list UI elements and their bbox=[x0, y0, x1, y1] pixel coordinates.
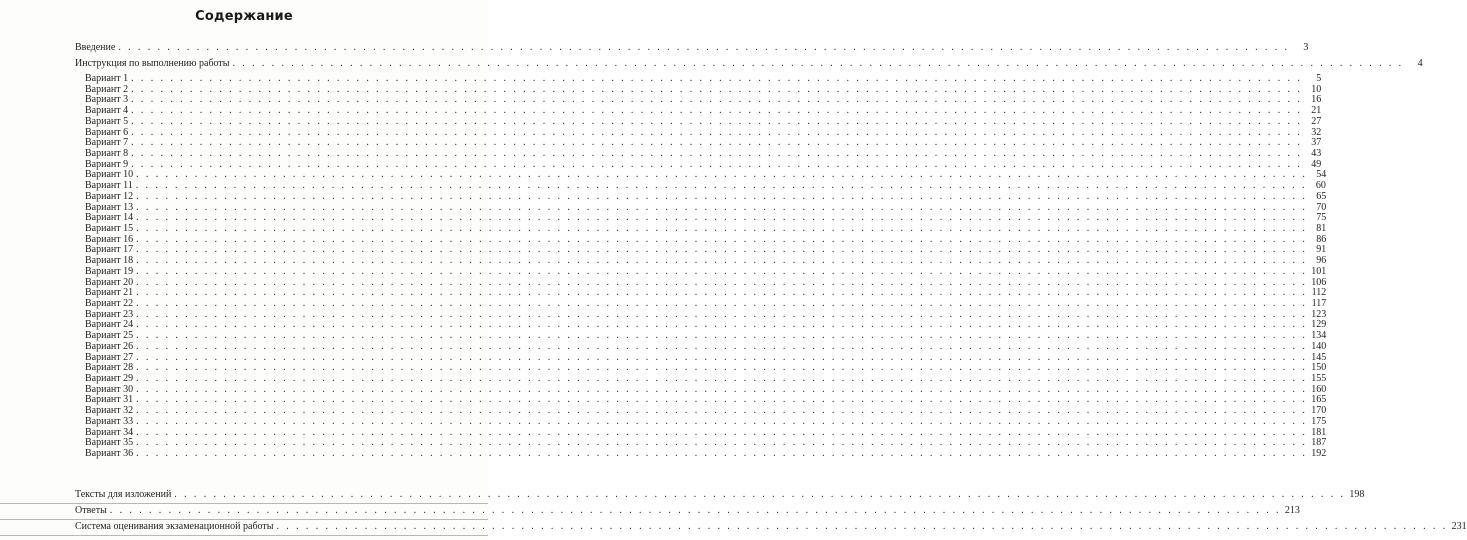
toc-entry-variant bbox=[85, 148, 1322, 159]
toc-entry-page-number: 3 bbox=[1303, 42, 1309, 53]
toc-entry-page-number: 27 bbox=[1311, 116, 1322, 127]
toc-entry-label: Тексты для изложений bbox=[75, 489, 172, 500]
toc-entry-page-number: 81 bbox=[1316, 223, 1327, 234]
toc-entry bbox=[75, 521, 1467, 532]
dot-leader: . . . . . . . . . . . . . . . . . . . . . . . . . . . . . . . . . . . . . . . . . . . . . . . . . . . . . . . . . . . . . . . . . . . . . . . . . . . . . . . . . . . . . . . . . . . . . . . . . . . . . . . . . . . . . . . . . . . . . . . . bbox=[131, 84, 1303, 95]
toc-entry-label: Вариант 33 bbox=[85, 416, 134, 427]
toc-entry-label: Вариант 17 bbox=[85, 244, 134, 255]
toc-entry-label: Вариант 3 bbox=[85, 94, 129, 105]
toc-entry-label: Вариант 8 bbox=[85, 148, 129, 159]
toc-entry-variant bbox=[85, 180, 1326, 191]
dot-leader: . . . . . . . . . . . . . . . . . . . . . . . . . . . . . . . . . . . . . . . . . . . . . . . . . . . . . . . . . . . . . . . . . . . . . . . . . . . . . . . . . . . . . . . . . . . . . . . . . . . . . . . . . . . . . . . . . . . . . . . . bbox=[136, 373, 1308, 384]
dot-leader: . . . . . . . . . . . . . . . . . . . . . . . . . . . . . . . . . . . . . . . . . . . . . . . . . . . . . . . . . . . . . . . . . . . . . . . . . . . . . . . . . . . . . . . . . . . . . . . . . . . . . . . . . . . . . . . . . . . . . . . . bbox=[136, 384, 1308, 395]
toc-entry-page-number: 37 bbox=[1311, 137, 1322, 148]
toc-entry-page-number: 150 bbox=[1311, 362, 1327, 373]
toc-entry-label: Ответы bbox=[75, 505, 107, 516]
toc-entry-page-number: 187 bbox=[1311, 437, 1327, 448]
dot-leader: . . . . . . . . . . . . . . . . . . . . . . . . . . . . . . . . . . . . . . . . . . . . . . . . . . . . . . . . . . . . . . . . . . . . . . . . . . . . . . . . . . . . . . . . . . . . . . . . . . . . . . . . . . . . . . . . . . . . . . . . bbox=[135, 180, 1307, 191]
dot-leader: . . . . . . . . . . . . . . . . . . . . . . . . . . . . . . . . . . . . . . . . . . . . . . . . . . . . . . . . . . . . . . . . . . . . . . . . . . . . . . . . . . . . . . . . . . . . . . . . . . . . . . . . . . . . . . . . . . . . . . . . bbox=[136, 287, 1308, 298]
dot-leader: . . . . . . . . . . . . . . . . . . . . . . . . . . . . . . . . . . . . . . . . . . . . . . . . . . . . . . . . . . . . . . . . . . . . . . . . . . . . . . . . . . . . . . . . . . . . . . . . . . . . . . . . . . . . . . . . . . . . . . . . bbox=[136, 352, 1308, 363]
toc-entry-page-number: 160 bbox=[1311, 384, 1327, 395]
toc-entry-variant bbox=[85, 437, 1327, 448]
toc-entry-page-number: 96 bbox=[1316, 255, 1327, 266]
toc-entry-label: Вариант 24 bbox=[85, 319, 134, 330]
dot-leader: . . . . . . . . . . . . . . . . . . . . . . . . . . . . . . . . . . . . . . . . . . . . . . . . . . . . . . . . . . . . . . . . . . . . . . . . . . . . . . . . . . . . . . . . . . . . . . . . . . . . . . . . . . . . . . . . . . . . . . . . bbox=[136, 330, 1308, 341]
toc-entry-page-number: 123 bbox=[1311, 309, 1327, 320]
dot-leader: . . . . . . . . . . . . . . . . . . . . . . . . . . . . . . . . . . . . . . . . . . . . . . . . . . . . . . . . . . . . . . . . . . . . . . . . . . . . . . . . . . . . . . . . . . . . . . . . . . . . . . . . . . . . . . . . . . . . . . . . bbox=[118, 42, 1290, 53]
dot-leader: . . . . . . . . . . . . . . . . . . . . . . . . . . . . . . . . . . . . . . . . . . . . . . . . . . . . . . . . . . . . . . . . . . . . . . . . . . . . . . . . . . . . . . . . . . . . . . . . . . . . . . . . . . . . . . . . . . . . . . . . bbox=[131, 137, 1303, 148]
dot-leader: . . . . . . . . . . . . . . . . . . . . . . . . . . . . . . . . . . . . . . . . . . . . . . . . . . . . . . . . . . . . . . . . . . . . . . . . . . . . . . . . . . . . . . . . . . . . . . . . . . . . . . . . . . . . . . . . . . . . . . . . bbox=[131, 127, 1303, 138]
toc-entry-page-number: 175 bbox=[1311, 416, 1327, 427]
toc-entry bbox=[75, 42, 1309, 53]
toc-entry-label: Вариант 35 bbox=[85, 437, 134, 448]
toc-entry-label: Вариант 5 bbox=[85, 116, 129, 127]
toc-entry-variant bbox=[85, 373, 1327, 384]
dot-leader: . . . . . . . . . . . . . . . . . . . . . . . . . . . . . . . . . . . . . . . . . . . . . . . . . . . . . . . . . . . . . . . . . . . . . . . . . . . . . . . . . . . . . . . . . . . . . . . . . . . . . . . . . . . . . . . . . . . . . . . . bbox=[136, 405, 1308, 416]
dot-leader: . . . . . . . . . . . . . . . . . . . . . . . . . . . . . . . . . . . . . . . . . . . . . . . . . . . . . . . . . . . . . . . . . . . . . . . . . . . . . . . . . . . . . . . . . . . . . . . . . . . . . . . . . . . . . . . . . . . . . . . . bbox=[109, 505, 1281, 516]
toc-entry-label: Вариант 15 bbox=[85, 223, 134, 234]
toc-entry-label: Вариант 32 bbox=[85, 405, 134, 416]
dot-leader: . . . . . . . . . . . . . . . . . . . . . . . . . . . . . . . . . . . . . . . . . . . . . . . . . . . . . . . . . . . . . . . . . . . . . . . . . . . . . . . . . . . . . . . . . . . . . . . . . . . . . . . . . . . . . . . . . . . . . . . . bbox=[136, 223, 1308, 234]
toc-entry-label: Вариант 19 bbox=[85, 266, 134, 277]
toc-entry-variant bbox=[85, 169, 1327, 180]
toc-entry-page-number: 140 bbox=[1311, 341, 1327, 352]
toc-entry-page-number: 43 bbox=[1311, 148, 1322, 159]
toc-entry-page-number: 32 bbox=[1311, 127, 1322, 138]
toc-entry-label: Вариант 10 bbox=[85, 169, 134, 180]
toc-entry-variant bbox=[85, 405, 1327, 416]
dot-leader: . . . . . . . . . . . . . . . . . . . . . . . . . . . . . . . . . . . . . . . . . . . . . . . . . . . . . . . . . . . . . . . . . . . . . . . . . . . . . . . . . . . . . . . . . . . . . . . . . . . . . . . . . . . . . . . . . . . . . . . . bbox=[136, 319, 1308, 330]
dot-leader: . . . . . . . . . . . . . . . . . . . . . . . . . . . . . . . . . . . . . . . . . . . . . . . . . . . . . . . . . . . . . . . . . . . . . . . . . . . . . . . . . . . . . . . . . . . . . . . . . . . . . . . . . . . . . . . . . . . . . . . . bbox=[136, 362, 1308, 373]
dot-leader: . . . . . . . . . . . . . . . . . . . . . . . . . . . . . . . . . . . . . . . . . . . . . . . . . . . . . . . . . . . . . . . . . . . . . . . . . . . . . . . . . . . . . . . . . . . . . . . . . . . . . . . . . . . . . . . . . . . . . . . . bbox=[136, 448, 1308, 459]
toc-entry-variant bbox=[85, 330, 1327, 341]
dot-leader: . . . . . . . . . . . . . . . . . . . . . . . . . . . . . . . . . . . . . . . . . . . . . . . . . . . . . . . . . . . . . . . . . . . . . . . . . . . . . . . . . . . . . . . . . . . . . . . . . . . . . . . . . . . . . . . . . . . . . . . . bbox=[136, 298, 1308, 309]
dot-leader: . . . . . . . . . . . . . . . . . . . . . . . . . . . . . . . . . . . . . . . . . . . . . . . . . . . . . . . . . . . . . . . . . . . . . . . . . . . . . . . . . . . . . . . . . . . . . . . . . . . . . . . . . . . . . . . . . . . . . . . . bbox=[136, 266, 1308, 277]
dot-leader: . . . . . . . . . . . . . . . . . . . . . . . . . . . . . . . . . . . . . . . . . . . . . . . . . . . . . . . . . . . . . . . . . . . . . . . . . . . . . . . . . . . . . . . . . . . . . . . . . . . . . . . . . . . . . . . . . . . . . . . . bbox=[136, 394, 1308, 405]
toc-entry-label: Вариант 22 bbox=[85, 298, 134, 309]
toc-entry-variant bbox=[85, 244, 1327, 255]
toc-entry-label: Вариант 9 bbox=[85, 159, 129, 170]
section-divider bbox=[0, 519, 488, 520]
toc-entry-page-number: 60 bbox=[1315, 180, 1326, 191]
toc-entry-page-number: 192 bbox=[1311, 448, 1327, 459]
toc-entry-label: Вариант 34 bbox=[85, 427, 134, 438]
toc-entry-label: Вариант 7 bbox=[85, 137, 129, 148]
toc-entry-variant bbox=[85, 266, 1327, 277]
toc-entry-page-number: 155 bbox=[1311, 373, 1327, 384]
toc-entry-page-number: 21 bbox=[1311, 105, 1322, 116]
dot-leader: . . . . . . . . . . . . . . . . . . . . . . . . . . . . . . . . . . . . . . . . . . . . . . . . . . . . . . . . . . . . . . . . . . . . . . . . . . . . . . . . . . . . . . . . . . . . . . . . . . . . . . . . . . . . . . . . . . . . . . . . bbox=[136, 234, 1308, 245]
dot-leader: . . . . . . . . . . . . . . . . . . . . . . . . . . . . . . . . . . . . . . . . . . . . . . . . . . . . . . . . . . . . . . . . . . . . . . . . . . . . . . . . . . . . . . . . . . . . . . . . . . . . . . . . . . . . . . . . . . . . . . . . bbox=[136, 255, 1308, 266]
toc-entry-label: Вариант 23 bbox=[85, 309, 134, 320]
toc-entry-variant bbox=[85, 362, 1327, 373]
dot-leader: . . . . . . . . . . . . . . . . . . . . . . . . . . . . . . . . . . . . . . . . . . . . . . . . . . . . . . . . . . . . . . . . . . . . . . . . . . . . . . . . . . . . . . . . . . . . . . . . . . . . . . . . . . . . . . . . . . . . . . . . bbox=[131, 148, 1303, 159]
toc-entry-label: Вариант 4 bbox=[85, 105, 129, 116]
toc-entry-label: Вариант 12 bbox=[85, 191, 134, 202]
toc-entry-label: Вариант 11 bbox=[85, 180, 133, 191]
toc-entry-variant bbox=[85, 73, 1322, 84]
toc-entry-page-number: 16 bbox=[1311, 94, 1322, 105]
toc-entry-label: Вариант 21 bbox=[85, 287, 134, 298]
toc-entry-page-number: 165 bbox=[1311, 394, 1327, 405]
toc-entry-page-number: 4 bbox=[1417, 58, 1423, 69]
toc-entry-variant bbox=[85, 94, 1322, 105]
toc-entry-label: Вариант 18 bbox=[85, 255, 134, 266]
dot-leader: . . . . . . . . . . . . . . . . . . . . . . . . . . . . . . . . . . . . . . . . . . . . . . . . . . . . . . . . . . . . . . . . . . . . . . . . . . . . . . . . . . . . . . . . . . . . . . . . . . . . . . . . . . . . . . . . . . . . . . . . bbox=[136, 191, 1308, 202]
toc-entry-label: Вариант 14 bbox=[85, 212, 134, 223]
toc-entry-page-number: 231 bbox=[1451, 521, 1467, 532]
toc-entry-label: Вариант 6 bbox=[85, 127, 129, 138]
toc-entry-label: Вариант 25 bbox=[85, 330, 134, 341]
dot-leader: . . . . . . . . . . . . . . . . . . . . . . . . . . . . . . . . . . . . . . . . . . . . . . . . . . . . . . . . . . . . . . . . . . . . . . . . . . . . . . . . . . . . . . . . . . . . . . . . . . . . . . . . . . . . . . . . . . . . . . . . bbox=[131, 159, 1303, 170]
toc-entry-page-number: 5 bbox=[1316, 73, 1322, 84]
dot-leader: . . . . . . . . . . . . . . . . . . . . . . . . . . . . . . . . . . . . . . . . . . . . . . . . . . . . . . . . . . . . . . . . . . . . . . . . . . . . . . . . . . . . . . . . . . . . . . . . . . . . . . . . . . . . . . . . . . . . . . . . bbox=[232, 58, 1404, 69]
dot-leader: . . . . . . . . . . . . . . . . . . . . . . . . . . . . . . . . . . . . . . . . . . . . . . . . . . . . . . . . . . . . . . . . . . . . . . . . . . . . . . . . . . . . . . . . . . . . . . . . . . . . . . . . . . . . . . . . . . . . . . . . bbox=[136, 277, 1308, 288]
toc-entry-page-number: 134 bbox=[1311, 330, 1327, 341]
toc-entry-label: Вариант 31 bbox=[85, 394, 134, 405]
toc-entry-page-number: 117 bbox=[1311, 298, 1327, 309]
toc-entry-page-number: 170 bbox=[1311, 405, 1327, 416]
toc-entry-variant bbox=[85, 319, 1327, 330]
toc-entry-page-number: 101 bbox=[1311, 266, 1327, 277]
toc-entry-label: Вариант 16 bbox=[85, 234, 134, 245]
toc-entry-label: Вариант 28 bbox=[85, 362, 134, 373]
toc-entry-variant bbox=[85, 212, 1327, 223]
toc-entry-variant bbox=[85, 416, 1327, 427]
section-divider bbox=[0, 503, 488, 504]
toc-entry-page-number: 65 bbox=[1316, 191, 1327, 202]
toc-entry-variant bbox=[85, 255, 1327, 266]
section-divider bbox=[0, 535, 488, 536]
toc-entry-page-number: 75 bbox=[1316, 212, 1327, 223]
toc-entry-variant bbox=[85, 223, 1327, 234]
toc-entry-page-number: 70 bbox=[1316, 202, 1327, 213]
dot-leader: . . . . . . . . . . . . . . . . . . . . . . . . . . . . . . . . . . . . . . . . . . . . . . . . . . . . . . . . . . . . . . . . . . . . . . . . . . . . . . . . . . . . . . . . . . . . . . . . . . . . . . . . . . . . . . . . . . . . . . . . bbox=[136, 437, 1308, 448]
toc-entry-page-number: 129 bbox=[1311, 319, 1327, 330]
toc-entry-page-number: 213 bbox=[1284, 505, 1300, 516]
dot-leader: . . . . . . . . . . . . . . . . . . . . . . . . . . . . . . . . . . . . . . . . . . . . . . . . . . . . . . . . . . . . . . . . . . . . . . . . . . . . . . . . . . . . . . . . . . . . . . . . . . . . . . . . . . . . . . . . . . . . . . . . bbox=[136, 416, 1308, 427]
toc-entry-page-number: 106 bbox=[1311, 277, 1327, 288]
toc-entry-variant bbox=[85, 116, 1322, 127]
toc-entry-page-number: 54 bbox=[1316, 169, 1327, 180]
toc-entry bbox=[75, 505, 1300, 516]
toc-entry-label: Вариант 2 bbox=[85, 84, 129, 95]
toc-entry-label: Система оценивания экзаменационной работы bbox=[75, 521, 274, 532]
toc-entry-page-number: 145 bbox=[1311, 352, 1327, 363]
dot-leader: . . . . . . . . . . . . . . . . . . . . . . . . . . . . . . . . . . . . . . . . . . . . . . . . . . . . . . . . . . . . . . . . . . . . . . . . . . . . . . . . . . . . . . . . . . . . . . . . . . . . . . . . . . . . . . . . . . . . . . . . bbox=[131, 94, 1303, 105]
toc-entry-label: Вариант 13 bbox=[85, 202, 134, 213]
dot-leader: . . . . . . . . . . . . . . . . . . . . . . . . . . . . . . . . . . . . . . . . . . . . . . . . . . . . . . . . . . . . . . . . . . . . . . . . . . . . . . . . . . . . . . . . . . . . . . . . . . . . . . . . . . . . . . . . . . . . . . . . bbox=[276, 521, 1448, 532]
toc-entry-label: Инструкция по выполнению работы bbox=[75, 58, 230, 69]
toc-entry-variant bbox=[85, 298, 1327, 309]
toc-entry-label: Вариант 1 bbox=[85, 73, 129, 84]
toc-entry bbox=[75, 58, 1423, 69]
dot-leader: . . . . . . . . . . . . . . . . . . . . . . . . . . . . . . . . . . . . . . . . . . . . . . . . . . . . . . . . . . . . . . . . . . . . . . . . . . . . . . . . . . . . . . . . . . . . . . . . . . . . . . . . . . . . . . . . . . . . . . . . bbox=[136, 202, 1308, 213]
toc-entry-label: Вариант 29 bbox=[85, 373, 134, 384]
toc-entry-page-number: 86 bbox=[1316, 234, 1327, 245]
toc-entry-page-number: 10 bbox=[1311, 84, 1322, 95]
toc-entry-page-number: 112 bbox=[1311, 287, 1327, 298]
toc-entry-variant bbox=[85, 394, 1327, 405]
toc-entry-variant bbox=[85, 448, 1327, 459]
toc-entry-label: Вариант 27 bbox=[85, 352, 134, 363]
dot-leader: . . . . . . . . . . . . . . . . . . . . . . . . . . . . . . . . . . . . . . . . . . . . . . . . . . . . . . . . . . . . . . . . . . . . . . . . . . . . . . . . . . . . . . . . . . . . . . . . . . . . . . . . . . . . . . . . . . . . . . . . bbox=[136, 212, 1308, 223]
dot-leader: . . . . . . . . . . . . . . . . . . . . . . . . . . . . . . . . . . . . . . . . . . . . . . . . . . . . . . . . . . . . . . . . . . . . . . . . . . . . . . . . . . . . . . . . . . . . . . . . . . . . . . . . . . . . . . . . . . . . . . . . bbox=[136, 341, 1308, 352]
toc-entry-label: Введение bbox=[75, 42, 116, 53]
toc-entry-label: Вариант 20 bbox=[85, 277, 134, 288]
toc-entry-variant bbox=[85, 137, 1322, 148]
toc-entry-page-number: 49 bbox=[1311, 159, 1322, 170]
toc-entry-variant bbox=[85, 191, 1327, 202]
toc-entry bbox=[75, 489, 1365, 500]
toc-entry-variant bbox=[85, 341, 1327, 352]
dot-leader: . . . . . . . . . . . . . . . . . . . . . . . . . . . . . . . . . . . . . . . . . . . . . . . . . . . . . . . . . . . . . . . . . . . . . . . . . . . . . . . . . . . . . . . . . . . . . . . . . . . . . . . . . . . . . . . . . . . . . . . . bbox=[136, 244, 1308, 255]
page-title: Содержание bbox=[195, 9, 293, 24]
toc-entry-label: Вариант 30 bbox=[85, 384, 134, 395]
toc-entry-variant bbox=[85, 287, 1327, 298]
dot-leader: . . . . . . . . . . . . . . . . . . . . . . . . . . . . . . . . . . . . . . . . . . . . . . . . . . . . . . . . . . . . . . . . . . . . . . . . . . . . . . . . . . . . . . . . . . . . . . . . . . . . . . . . . . . . . . . . . . . . . . . . bbox=[131, 116, 1303, 127]
toc-entry-label: Вариант 26 bbox=[85, 341, 134, 352]
toc-entry-page-number: 198 bbox=[1349, 489, 1365, 500]
toc-entry-variant bbox=[85, 105, 1322, 116]
dot-leader: . . . . . . . . . . . . . . . . . . . . . . . . . . . . . . . . . . . . . . . . . . . . . . . . . . . . . . . . . . . . . . . . . . . . . . . . . . . . . . . . . . . . . . . . . . . . . . . . . . . . . . . . . . . . . . . . . . . . . . . . bbox=[136, 427, 1308, 438]
toc-entry-page-number: 181 bbox=[1311, 427, 1327, 438]
toc-entry-page-number: 91 bbox=[1316, 244, 1327, 255]
toc-entry-label: Вариант 36 bbox=[85, 448, 134, 459]
dot-leader: . . . . . . . . . . . . . . . . . . . . . . . . . . . . . . . . . . . . . . . . . . . . . . . . . . . . . . . . . . . . . . . . . . . . . . . . . . . . . . . . . . . . . . . . . . . . . . . . . . . . . . . . . . . . . . . . . . . . . . . . bbox=[136, 309, 1308, 320]
dot-leader: . . . . . . . . . . . . . . . . . . . . . . . . . . . . . . . . . . . . . . . . . . . . . . . . . . . . . . . . . . . . . . . . . . . . . . . . . . . . . . . . . . . . . . . . . . . . . . . . . . . . . . . . . . . . . . . . . . . . . . . . bbox=[136, 169, 1308, 180]
dot-leader: . . . . . . . . . . . . . . . . . . . . . . . . . . . . . . . . . . . . . . . . . . . . . . . . . . . . . . . . . . . . . . . . . . . . . . . . . . . . . . . . . . . . . . . . . . . . . . . . . . . . . . . . . . . . . . . . . . . . . . . . bbox=[131, 73, 1303, 84]
dot-leader: . . . . . . . . . . . . . . . . . . . . . . . . . . . . . . . . . . . . . . . . . . . . . . . . . . . . . . . . . . . . . . . . . . . . . . . . . . . . . . . . . . . . . . . . . . . . . . . . . . . . . . . . . . . . . . . . . . . . . . . . bbox=[131, 105, 1303, 116]
dot-leader: . . . . . . . . . . . . . . . . . . . . . . . . . . . . . . . . . . . . . . . . . . . . . . . . . . . . . . . . . . . . . . . . . . . . . . . . . . . . . . . . . . . . . . . . . . . . . . . . . . . . . . . . . . . . . . . . . . . . . . . . bbox=[174, 489, 1346, 500]
